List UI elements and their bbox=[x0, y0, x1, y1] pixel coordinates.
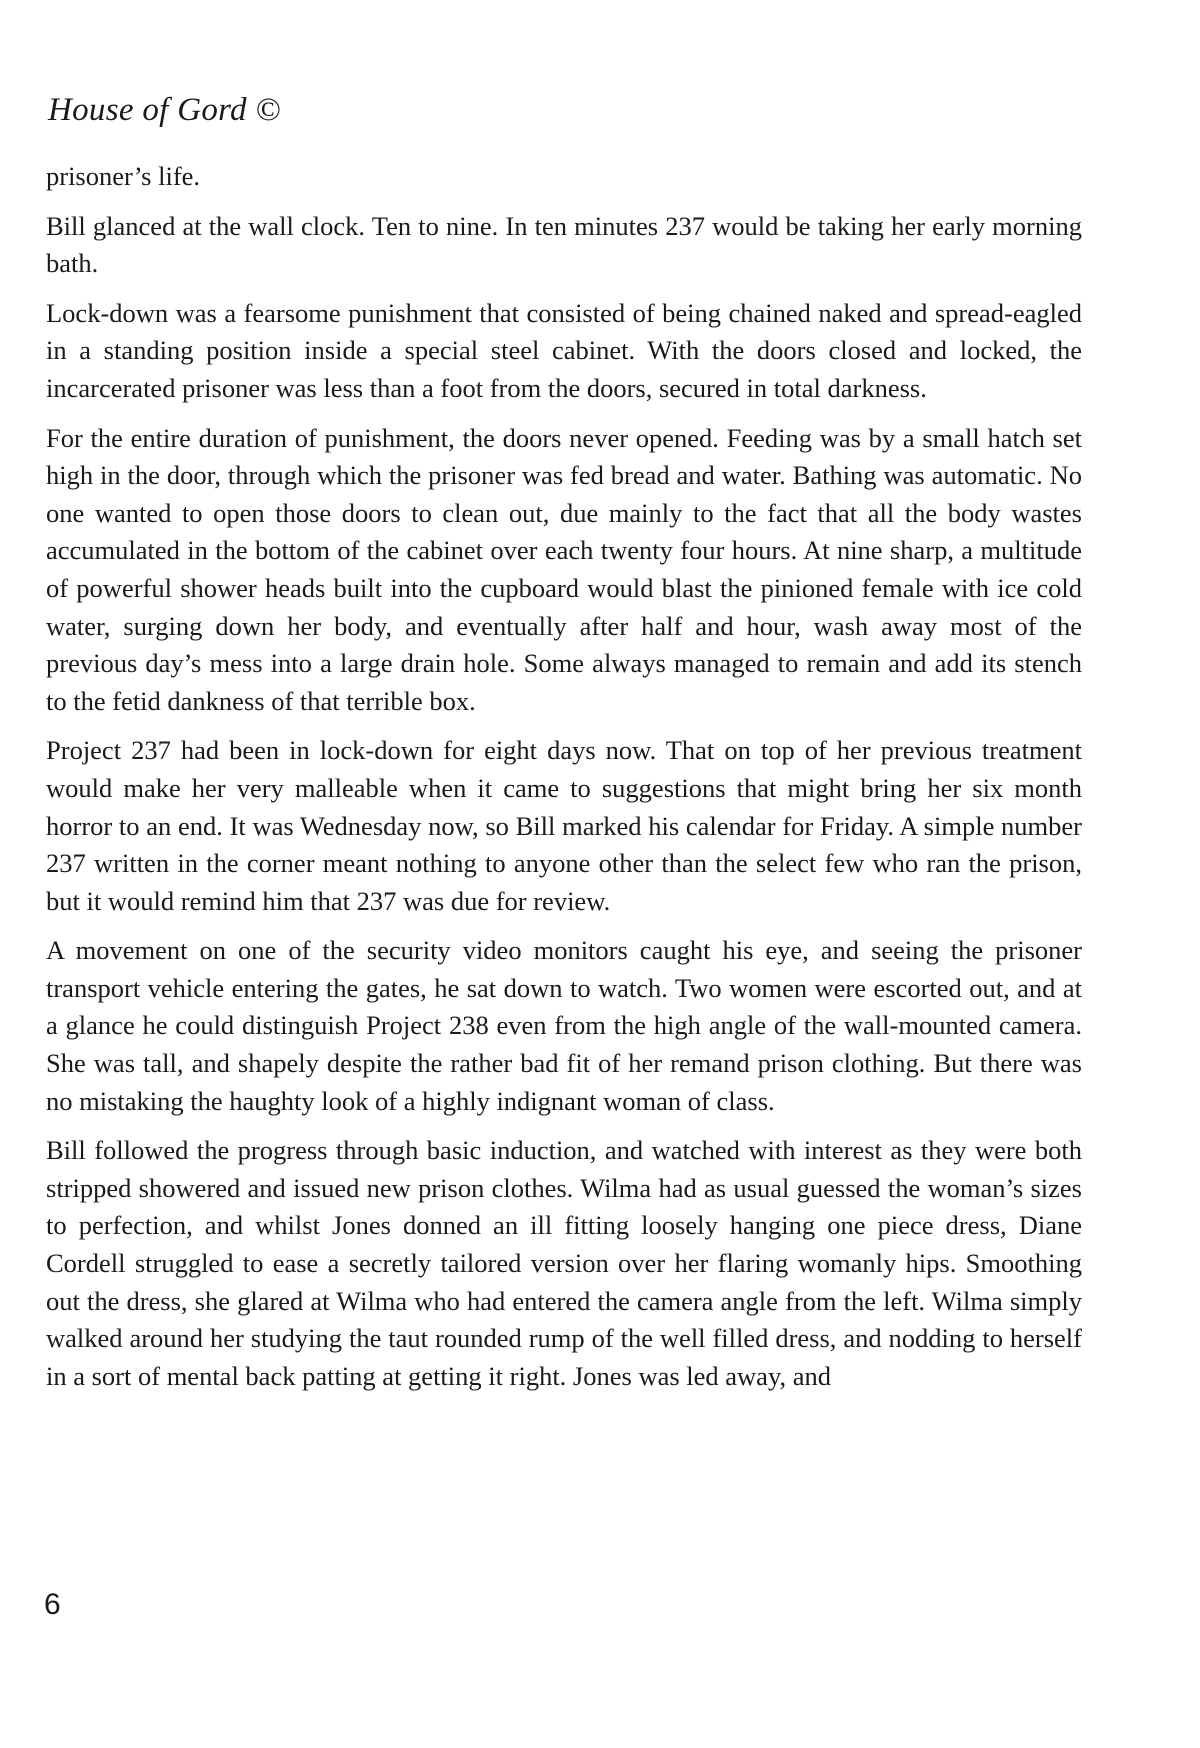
paragraph: For the entire duration of punishment, the doors never opened. Feeding was by a small hatch set high in the door, through which the prisoner was fed bread and water. Bathing was automatic. No one wanted to open those doors to clean out, due mainly to the fact that all the body wastes accumulated in the bottom of the cabinet over each twenty four hours. At nine sharp, a multitude of powerful shower heads built into the cupboard would blast the pinioned female with ice cold water, surging down her body, and eventually after half and hour, wash away most of the previous day’s mess into a large drain hole. Some always managed to remain and add its stench to the fetid dankness of that terrible box. bbox=[46, 422, 1082, 716]
paragraph: Bill followed the progress through basic induction, and watched with interest as they were both stripped showered and issued new prison clothes. Wilma had as usual guessed the woman’s sizes to perfection, and whilst Jones donned an ill fitting loosely hanging one piece dress, Diane Cordell struggled to ease a secretly tailored version over her flaring womanly hips. Smoothing out the dress, she glared at Wilma who had entered the camera angle from the left. Wilma simply walked around her studying the taut rounded rump of the well filled dress, and nodding to herself in a sort of mental back patting at getting it right. Jones was led away, and bbox=[46, 1135, 1082, 1391]
body-text bbox=[46, 158, 1082, 1407]
paragraph: prisoner’s life. bbox=[46, 161, 201, 191]
paragraph: Lock-down was a fearsome punishment that consisted of being chained naked and spread-eagled in a standing position inside a special steel cabinet. With the doors closed and locked, the incarcerated prisoner was less than a foot from the doors, secured in total darkness. bbox=[46, 297, 1082, 403]
paragraph: A movement on one of the security video monitors caught his eye, and seeing the prisoner transport vehicle entering the gates, he sat down to watch. Two women were escorted out, and at a glance he could distinguish Project 238 even from the high angle of the wall-mounted camera. She was tall, and shapely despite the rather bad fit of her remand prison clothing. But there was no mistaking the haughty look of a highly indignant woman of class. bbox=[46, 935, 1082, 1116]
paragraph: Project 237 had been in lock-down for eight days now. That on top of her previous treatment would make her very malleable when it came to suggestions that might bring her six month horror to an end. It was Wednesday now, so Bill marked his calendar for Friday. A simple number 237 written in the corner meant nothing to anyone other than the select few who ran the prison, but it would remind him that 237 was due for review. bbox=[46, 735, 1082, 916]
paragraph: Bill glanced at the wall clock. Ten to nine. In ten minutes 237 would be taking her early morning bath. bbox=[46, 210, 1082, 279]
page-number: 6 bbox=[44, 1588, 61, 1621]
running-header: House of Gord © bbox=[48, 92, 281, 128]
